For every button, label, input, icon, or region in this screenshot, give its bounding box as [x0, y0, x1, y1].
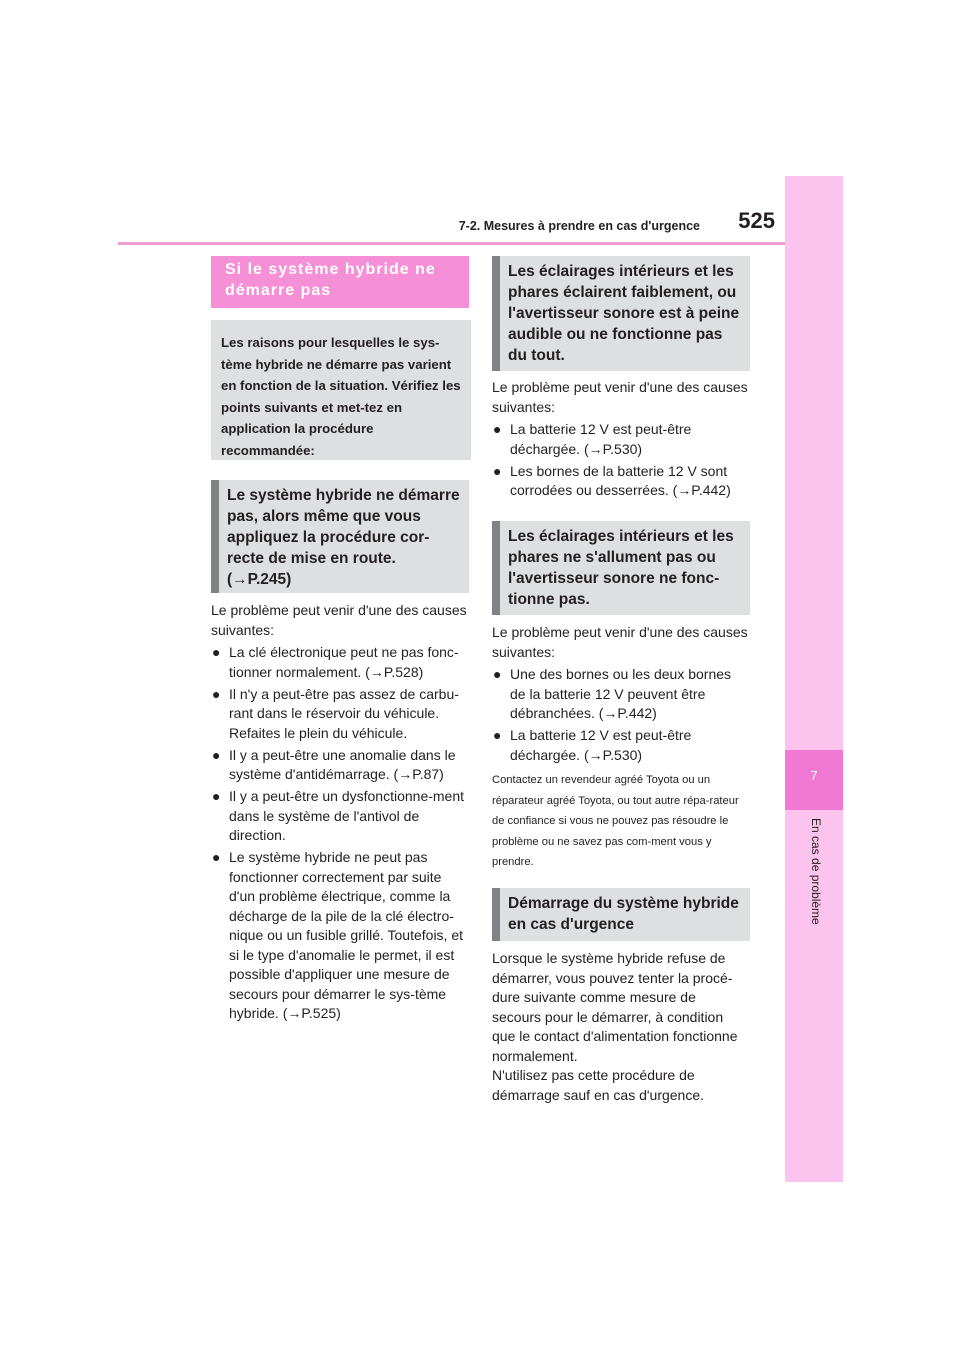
emergency-text: Lorsque le système hybride refuse de démarrer, vous pouvez tenter la procé-dure suivante comme mesure de secours pour le démarrer, à condition que le contact d'alimentation fonctionne normalement.: [492, 950, 738, 1064]
header-rule: [118, 242, 785, 245]
bullet-icon: ●: [212, 788, 221, 805]
section-title: 7-2. Mesures à prendre en cas d'urgence: [458, 219, 700, 233]
bullet-icon: ●: [212, 644, 221, 660]
list-item: ● Le système hybride ne peut pas fonctionner correctement par suite d'un problème électrique, comme la décharge de la pile de la clé électro-nique ou un fusible grillé. Toutefois, et si le type d'anomalie le permet, il est possible d'appliquer une mesure de secours pour démarrer le sys-tème hybride. (→P.525): [212, 849, 464, 1022]
cause-list-2: [492, 420, 750, 503]
list-item: ● La batterie 12 V est peut-être déchargée. (→P.530): [493, 421, 692, 457]
chapter-title: [809, 818, 823, 838]
heading-emergency-start: Démarrage du système hybride en cas d'urgence: [492, 888, 750, 941]
bullet-icon: ●: [493, 421, 502, 437]
list-item: ● Une des bornes ou les deux bornes de la batterie 12 V peuvent être débranchées. (→P.442): [493, 666, 732, 721]
causes-intro-3: Le problème peut venir d'une des causes suivantes:: [492, 624, 748, 660]
bullet-icon: ●: [212, 849, 221, 866]
list-item: ● Il y a peut-être un dysfonctionne-ment dans le système de l'antivol de direction.: [212, 788, 465, 844]
heading-dim-lights: Les éclairages intérieurs et les phares éclairent faiblement, ou l'avertisseur sonore est à peine audible ou ne fonctionne pas du tout.: [492, 256, 750, 371]
list-item: ● Il y a peut-être une anomalie dans le système d'antidémarrage. (→P.87): [212, 746, 456, 783]
bullet-icon: ●: [212, 685, 221, 702]
emergency-para: [492, 949, 748, 1105]
intro-text: Les raisons pour lesquelles le sys-tème hybride ne démarre pas varient en fonction de la situation. Vérifiez les points suivants et met-tez en application la procédure recommandée:: [221, 335, 461, 458]
emergency-warning: N'utilisez pas cette procédure de démarrage sauf en cas d'urgence.: [492, 1067, 705, 1103]
chapter-number: 7: [810, 768, 818, 783]
heading-no-lights: Les éclairages intérieurs et les phares ne s'allument pas ou l'avertisseur sonore ne fonc-tionne pas.: [492, 521, 750, 615]
bullet-icon: ●: [493, 727, 502, 744]
bullet-icon: ●: [493, 462, 502, 479]
bullet-icon: ●: [212, 746, 221, 763]
list-item: ● Il n'y a peut-être pas assez de carbu-rant dans le réservoir du véhicule. Refaites le plein du véhicule.: [212, 685, 459, 741]
cause-list-3: [492, 665, 750, 768]
causes-intro-1: Le problème peut venir d'une des causes suivantes:: [211, 602, 467, 638]
cause-list-1: [211, 643, 469, 1026]
heading-no-start: Le système hybride ne démarre pas, alors même que vous appliquez la procédure cor-recte de mise en route. (→P.245): [211, 480, 469, 593]
list-item: ● La batterie 12 V est peut-être déchargée. (→P.530): [493, 727, 692, 763]
list-item: ● La clé électronique peut ne pas fonc-tionner normalement. (→P.528): [212, 644, 459, 680]
intro-box: [211, 320, 471, 460]
dealer-note: Contactez un revendeur agréé Toyota ou un réparateur agréé Toyota, ou tout autre répa-rateur de confiance si vous ne pouvez pas résoudre le problème ou ne savez pas com-ment vous y prendre.: [492, 774, 739, 869]
list-item: ● Les bornes de la batterie 12 V sont corrodées ou desserrées. (→P.442): [493, 462, 731, 499]
page-number: 525: [738, 208, 775, 233]
chapter-side-tab: [785, 176, 843, 1182]
section-heading-pink: Si le système hybride ne démarre pas: [211, 256, 469, 308]
bullet-icon: ●: [493, 666, 502, 682]
causes-intro-2: Le problème peut venir d'une des causes suivantes:: [492, 379, 748, 415]
